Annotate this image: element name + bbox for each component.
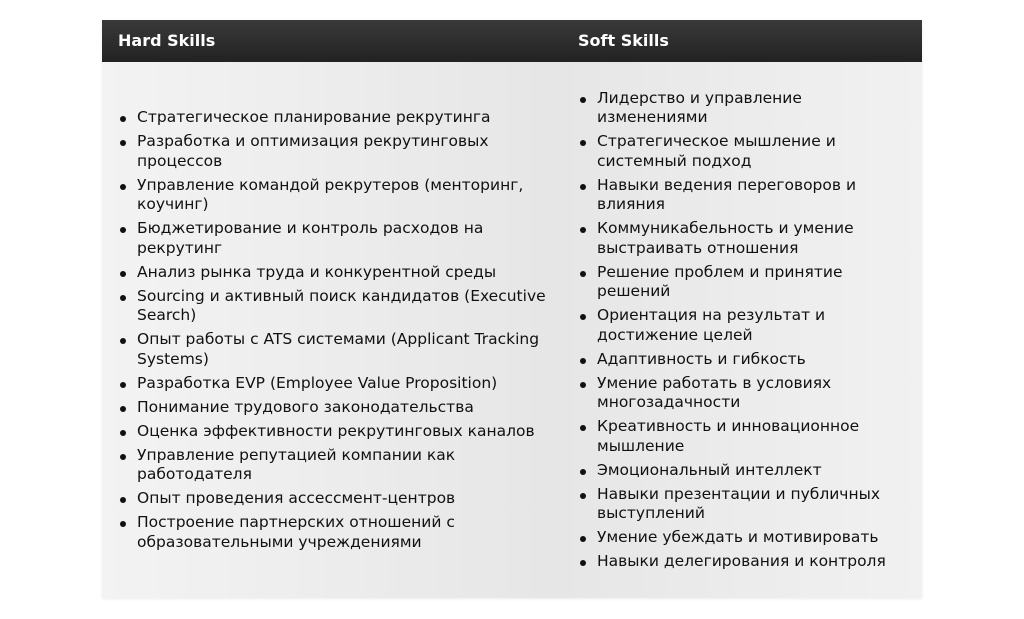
list-item: Креативность и инновационное мышление bbox=[578, 417, 908, 456]
hard-skills-column bbox=[118, 62, 558, 598]
list-item: Анализ рынка труда и конкурентной среды bbox=[118, 263, 558, 283]
table-header bbox=[102, 20, 922, 62]
table-body bbox=[102, 62, 922, 598]
list-item: Оценка эффективности рекрутинговых каналов bbox=[118, 422, 558, 442]
list-item: Навыки ведения переговоров и влияния bbox=[578, 176, 908, 215]
list-item: Разработка EVP (Employee Value Proposition) bbox=[118, 374, 558, 394]
skills-table bbox=[102, 20, 922, 598]
list-item: Построение партнерских отношений с образовательными учреждениями bbox=[118, 513, 558, 552]
list-item: Опыт проведения ассессмент-центров bbox=[118, 489, 558, 509]
list-item: Навыки делегирования и контроля bbox=[578, 552, 908, 572]
list-item: Умение работать в условиях многозадачности bbox=[578, 374, 908, 413]
list-item: Коммуникабельность и умение выстраивать отношения bbox=[578, 219, 908, 258]
list-item: Лидерство и управление изменениями bbox=[578, 89, 908, 128]
list-item: Опыт работы с ATS системами (Applicant Tracking Systems) bbox=[118, 330, 558, 369]
list-item: Управление командой рекрутеров (менторинг, коучинг) bbox=[118, 176, 558, 215]
list-item: Разработка и оптимизация рекрутинговых процессов bbox=[118, 132, 558, 171]
soft-skills-list bbox=[578, 89, 908, 572]
soft-skills-heading: Soft Skills bbox=[578, 31, 669, 50]
soft-skills-column bbox=[578, 62, 908, 598]
list-item: Стратегическое планирование рекрутинга bbox=[118, 108, 558, 128]
list-item: Умение убеждать и мотивировать bbox=[578, 528, 908, 548]
list-item: Навыки презентации и публичных выступлений bbox=[578, 485, 908, 524]
list-item: Адаптивность и гибкость bbox=[578, 350, 908, 370]
list-item: Бюджетирование и контроль расходов на рекрутинг bbox=[118, 219, 558, 258]
hard-skills-list bbox=[118, 108, 558, 552]
list-item: Эмоциональный интеллект bbox=[578, 461, 908, 481]
list-item: Управление репутацией компании как работодателя bbox=[118, 446, 558, 485]
hard-skills-heading: Hard Skills bbox=[118, 31, 216, 50]
list-item: Понимание трудового законодательства bbox=[118, 398, 558, 418]
list-item: Ориентация на результат и достижение целей bbox=[578, 306, 908, 345]
list-item: Sourcing и активный поиск кандидатов (Executive Search) bbox=[118, 287, 558, 326]
list-item: Решение проблем и принятие решений bbox=[578, 263, 908, 302]
list-item: Стратегическое мышление и системный подход bbox=[578, 132, 908, 171]
